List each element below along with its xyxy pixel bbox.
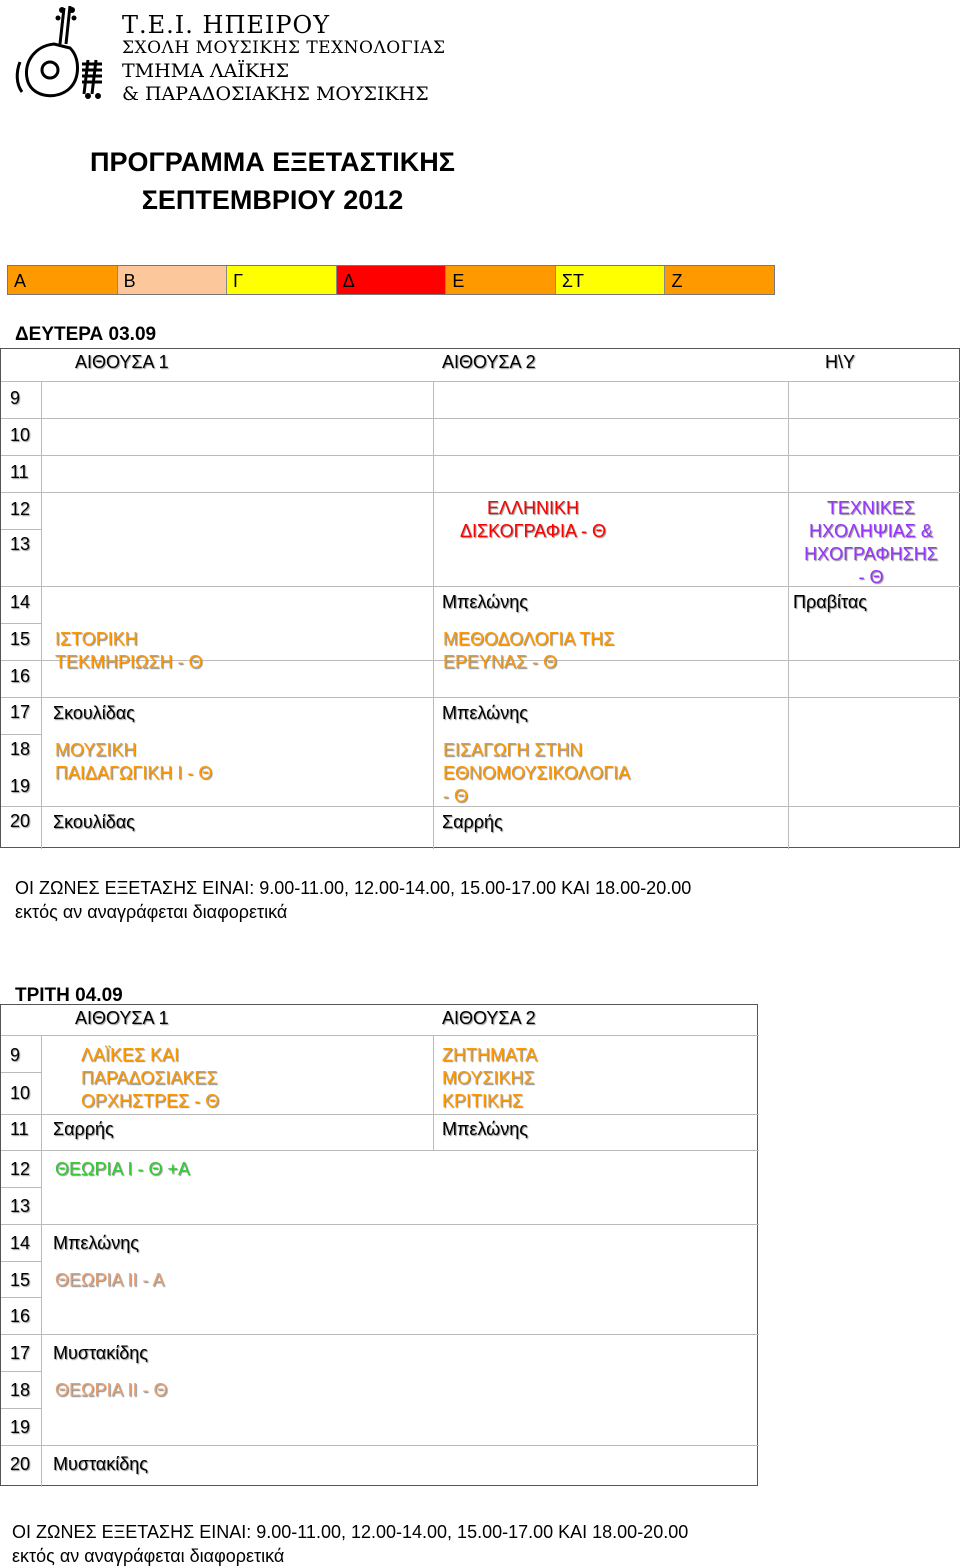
tuesday-hour-14: 14: [10, 1233, 31, 1253]
tuesday-prof-sarris: Σαρρής: [53, 1119, 114, 1139]
tuesday-course-theory-2-a: ΘΕΩΡΙΑ ΙΙ - Α: [55, 1270, 165, 1290]
tuesday-schedule-table: [0, 1004, 758, 1486]
legend-item-st: ΣΤ: [556, 266, 666, 294]
monday-course-ethnomusicology: ΕΙΣΑΓΩΓΗ ΣΤΗΝ ΕΘΝΟΜΟΥΣΙΚΟΛΟΓΙΑ - Θ: [443, 740, 631, 806]
school-name: ΣΧΟΛΗ ΜΟΥΣΙΚΗΣ ΤΕΧΝΟΛΟΓΙΑΣ: [122, 38, 446, 58]
tuesday-course-music-criticism: ΖΗΤΗΜΑΤΑ ΜΟΥΣΙΚΗΣ ΚΡΙΤΙΚΗΣ: [442, 1045, 538, 1111]
title-line1: ΠΡΟΓΡΑΜΜΑ ΕΞΕΤΑΣΤΙΚΗΣ: [89, 147, 455, 177]
monday-hour-14: 14: [10, 592, 31, 612]
department-logo: [14, 4, 106, 104]
monday-hour-20: 20: [10, 811, 31, 831]
tuesday-hour-11: 11: [10, 1119, 29, 1139]
tuesday-exam-zones-note: ΟΙ ΖΩΝΕΣ ΕΞΕΤΑΣΗΣ ΕΙΝΑΙ: 9.00-11.00, 12.00-14.00, 15.00-17.00 ΚΑΙ 18.00-20.00 εκτός αν αναγράφεται διαφορετικά: [12, 1522, 689, 1566]
tuesday-col-room1: ΑΙΘΟΥΣΑ 1: [75, 1008, 169, 1028]
legend-item-b: Β: [118, 266, 228, 294]
monday-schedule-table: [0, 348, 960, 848]
tuesday-course-folk-orchestras: ΛΑΪΚΕΣ ΚΑΙ ΠΑΡΑΔΟΣΙΑΚΕΣ ΟΡΧΗΣΤΡΕΣ - Θ: [81, 1045, 220, 1111]
tuesday-course-theory-2-th: ΘΕΩΡΙΑ ΙΙ - Θ: [55, 1380, 168, 1400]
legend-item-e: Ε: [446, 266, 556, 294]
monday-heading: ΔΕΥΤΕΡΑ 03.09: [15, 324, 157, 345]
monday-col-room1: ΑΙΘΟΥΣΑ 1: [75, 352, 169, 372]
monday-prof-pravitas: Πραβίτας: [793, 592, 867, 612]
monday-hour-17: 17: [10, 702, 31, 722]
tuesday-hour-18: 18: [10, 1380, 31, 1400]
legend-item-d: Δ: [337, 266, 447, 294]
monday-hour-9: 9: [10, 388, 21, 408]
tuesday-prof-belonis-2: Μπελώνης: [53, 1233, 139, 1253]
monday-prof-sarris: Σαρρής: [442, 812, 503, 832]
tuesday-hour-20: 20: [10, 1454, 31, 1474]
monday-hour-15: 15: [10, 629, 31, 649]
monday-prof-belonis-2: Μπελώνης: [442, 703, 528, 723]
monday-col-room2: ΑΙΘΟΥΣΑ 2: [442, 352, 536, 372]
department-name-line2: & ΠΑΡΑΔΟΣΙΑΚΗΣ ΜΟΥΣΙΚΗΣ: [122, 83, 429, 105]
legend-item-a: Α: [8, 266, 118, 294]
monday-hour-10: 10: [10, 425, 31, 445]
tuesday-heading: ΤΡΙΤΗ 04.09: [15, 985, 123, 1006]
institution-name: Τ.Ε.Ι. ΗΠΕΙΡΟΥ: [122, 11, 331, 39]
monday-course-greek-discography: ΕΛΛΗΝΙΚΗ ΔΙΣΚΟΓΡΑΦΙΑ - Θ: [459, 498, 607, 541]
monday-prof-skoulidas-1: Σκουλίδας: [53, 703, 135, 723]
monday-prof-belonis-1: Μπελώνης: [442, 592, 528, 612]
monday-hour-11: 11: [10, 462, 29, 482]
tuesday-prof-belonis-1: Μπελώνης: [442, 1119, 528, 1139]
monday-hour-16: 16: [10, 666, 31, 686]
tuesday-hour-12: 12: [10, 1159, 31, 1179]
year-color-legend: [7, 265, 775, 295]
tuesday-hour-10: 10: [10, 1083, 31, 1103]
tuesday-hour-17: 17: [10, 1343, 31, 1363]
monday-hour-12: 12: [10, 499, 31, 519]
tuesday-hour-19: 19: [10, 1417, 31, 1437]
tuesday-prof-mystakidis-2: Μυστακίδης: [53, 1454, 148, 1474]
department-name-line1: ΤΜΗΜΑ ΛΑΪΚΗΣ: [122, 60, 290, 82]
monday-prof-skoulidas-2: Σκουλίδας: [53, 812, 135, 832]
monday-hour-18: 18: [10, 739, 31, 759]
legend-item-z: Ζ: [665, 266, 774, 294]
tuesday-hour-13: 13: [10, 1196, 31, 1216]
tuesday-col-room2: ΑΙΘΟΥΣΑ 2: [442, 1008, 536, 1028]
tuesday-prof-mystakidis-1: Μυστακίδης: [53, 1343, 148, 1363]
title-line2: ΣΕΠΤΕΜΒΡΙΟΥ 2012: [141, 185, 404, 215]
monday-hour-19: 19: [10, 776, 31, 796]
tuesday-course-theory-1: ΘΕΩΡΙΑ Ι - Θ +Α: [55, 1159, 190, 1179]
monday-course-music-pedagogy: ΜΟΥΣΙΚΗ ΠΑΙΔΑΓΩΓΙΚΗ Ι - Θ: [55, 740, 213, 783]
tuesday-hour-16: 16: [10, 1306, 31, 1326]
monday-col-computer: Η\Υ: [825, 352, 856, 372]
monday-hour-13: 13: [10, 534, 31, 554]
tuesday-hour-15: 15: [10, 1270, 31, 1290]
legend-item-c: Γ: [227, 266, 337, 294]
monday-exam-zones-note: ΟΙ ΖΩΝΕΣ ΕΞΕΤΑΣΗΣ ΕΙΝΑΙ: 9.00-11.00, 12.00-14.00, 15.00-17.00 ΚΑΙ 18.00-20.00 εκτός αν αναγράφεται διαφορετικά: [15, 878, 692, 922]
monday-course-historical-documentation: ΙΣΤΟΡΙΚΗ ΤΕΚΜΗΡΙΩΣΗ - Θ: [55, 629, 203, 672]
institution-block: [122, 11, 446, 106]
tuesday-hour-9: 9: [10, 1045, 21, 1065]
page-title: [0, 143, 545, 219]
monday-course-research-methodology: ΜΕΘΟΔΟΛΟΓΙΑ ΤΗΣ ΕΡΕΥΝΑΣ - Θ: [443, 629, 615, 672]
monday-course-recording-techniques: ΤΕΧΝΙΚΕΣ ΗΧΟΛΗΨΙΑΣ & ΗΧΟΓΡΑΦΗΣΗΣ - Θ: [804, 498, 938, 587]
